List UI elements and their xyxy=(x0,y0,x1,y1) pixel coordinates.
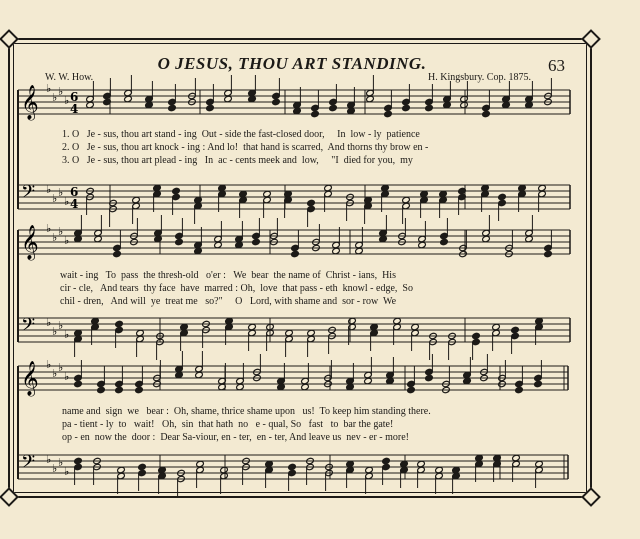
treble-clef: 𝄞 xyxy=(21,85,39,120)
note-head xyxy=(311,110,320,117)
note-head xyxy=(384,110,393,117)
flat-sign: ♭ xyxy=(64,370,70,383)
note-head xyxy=(425,104,434,111)
time-signature: 4 xyxy=(70,102,79,116)
flat-sign: ♭ xyxy=(52,91,58,104)
flat-sign: ♭ xyxy=(46,358,52,371)
lyric-line: op - en now the door : Dear Sa-viour, en - ter, en - ter, And leave us nev - er - more! xyxy=(62,432,410,443)
bass-clef: 𝄢 xyxy=(21,452,36,477)
note-head xyxy=(515,386,524,393)
flat-sign: ♭ xyxy=(64,234,70,247)
bass-clef: 𝄢 xyxy=(21,315,36,340)
note-head xyxy=(291,250,300,257)
note-head xyxy=(168,104,177,111)
lyric-line: 3. O Je - sus, thou art plead - ing In ac - cents meek and low, "I died for you, my xyxy=(62,155,413,166)
treble-clef: 𝄞 xyxy=(21,225,39,260)
note-head xyxy=(135,386,144,393)
note-head xyxy=(175,238,184,245)
flat-sign: ♭ xyxy=(58,361,64,374)
flat-sign: ♭ xyxy=(52,325,58,338)
flat-sign: ♭ xyxy=(46,183,52,196)
flat-sign: ♭ xyxy=(64,195,70,208)
note-head xyxy=(172,187,181,194)
flat-sign: ♭ xyxy=(52,367,58,380)
treble-clef: 𝄞 xyxy=(21,361,39,396)
flat-sign: ♭ xyxy=(58,85,64,98)
note-head xyxy=(74,380,83,387)
note-head xyxy=(138,463,147,470)
flat-sign: ♭ xyxy=(52,462,58,475)
flat-sign: ♭ xyxy=(52,192,58,205)
note-head xyxy=(97,386,106,393)
time-signature: 4 xyxy=(70,197,79,211)
lyric-line: 1. O Je - sus, thou art stand - ing Out - side the fast-closed door, In low - ly patience xyxy=(62,129,420,140)
note-head xyxy=(534,380,543,387)
lyric-line: chil - dren, And will ye treat me so?" O Lord, with shame and sor - row We xyxy=(60,296,397,307)
note-head xyxy=(482,110,491,117)
flat-sign: ♭ xyxy=(58,186,64,199)
page-number: 63 xyxy=(548,56,565,75)
note-head xyxy=(307,199,316,206)
flat-sign: ♭ xyxy=(46,316,52,329)
note-head xyxy=(252,238,261,245)
note-head xyxy=(407,386,416,393)
flat-sign: ♭ xyxy=(58,225,64,238)
note-head xyxy=(511,326,520,333)
flat-sign: ♭ xyxy=(58,319,64,332)
note-head xyxy=(272,98,281,105)
note-head xyxy=(402,104,411,111)
lyric-line: wait - ing To pass the thresh-old o'er : We bear the name of Christ - ians, His xyxy=(60,270,396,281)
time-signature: 6 xyxy=(70,185,79,199)
note-head xyxy=(115,386,124,393)
hymn-composer: H. Kingsbury. Cop. 1875. xyxy=(428,72,531,83)
hymn-author: W. W. How. xyxy=(45,72,94,83)
note-head xyxy=(288,463,297,470)
note-head xyxy=(74,457,83,464)
note-head xyxy=(425,374,434,381)
flat-sign: ♭ xyxy=(46,222,52,235)
bass-clef: 𝄢 xyxy=(21,182,36,207)
flat-sign: ♭ xyxy=(46,453,52,466)
lyric-line: pa - tient - ly to wait! Oh, sin that hath no e - qual, So fast to bar the gate! xyxy=(62,419,394,430)
flat-sign: ♭ xyxy=(46,82,52,95)
note-head xyxy=(329,104,338,111)
lyric-line: cir - cle, And tears thy face have marred : Oh, love that pass - eth knowl - edge, So xyxy=(60,283,413,294)
note-head xyxy=(544,250,553,257)
note-head xyxy=(113,250,122,257)
note-head xyxy=(498,193,507,200)
lyric-line: name and sign we bear : Oh, shame, thrice shame upon us! To keep him standing there. xyxy=(62,406,431,417)
flat-sign: ♭ xyxy=(64,94,70,107)
flat-sign: ♭ xyxy=(58,456,64,469)
note-head xyxy=(472,332,481,339)
flat-sign: ♭ xyxy=(64,465,70,478)
note-head xyxy=(382,457,391,464)
note-head xyxy=(440,238,449,245)
lyric-line: 2. O Je - sus, thou art knock - ing : And lo! that hand is scarred, And thorns thy brow en - xyxy=(62,142,429,153)
hymn-title: O JESUS, THOU ART STANDING. xyxy=(157,54,427,73)
time-signature: 6 xyxy=(70,90,79,104)
note-head xyxy=(206,104,215,111)
note-head xyxy=(115,320,124,327)
flat-sign: ♭ xyxy=(64,328,70,341)
flat-sign: ♭ xyxy=(52,231,58,244)
